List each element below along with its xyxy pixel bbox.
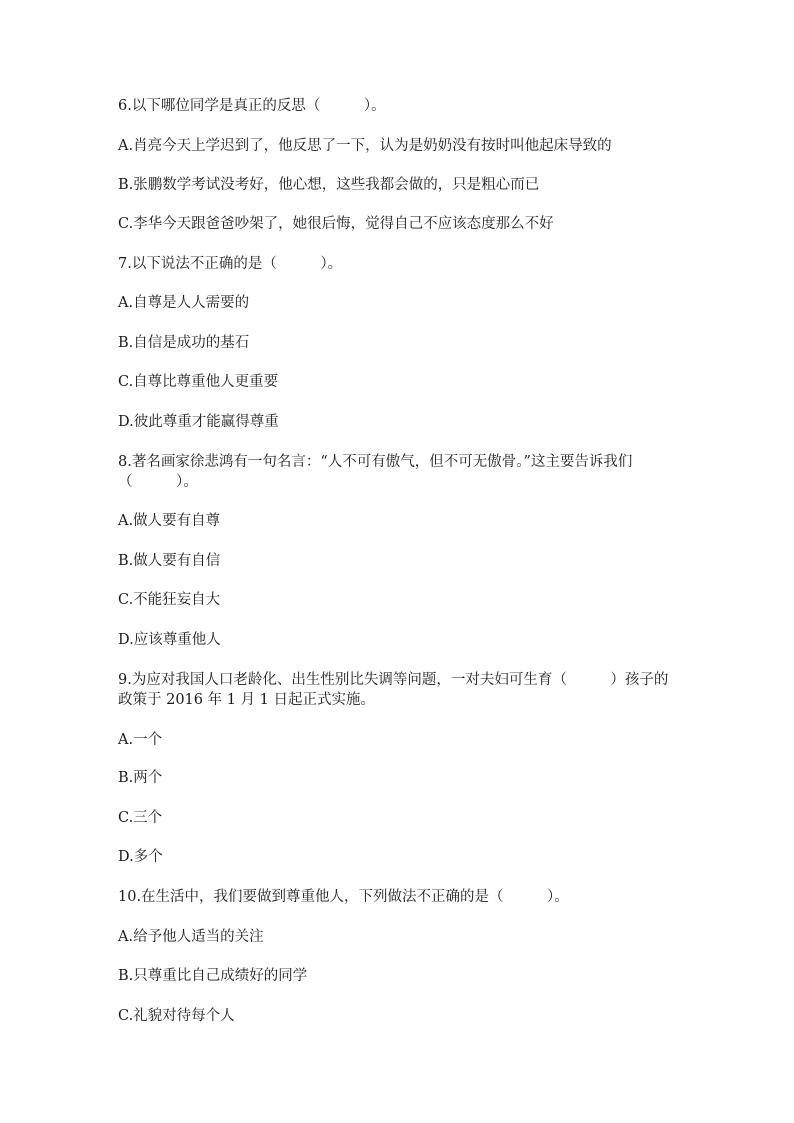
question-7-option-a: A.自尊是人人需要的 [118,295,250,311]
question-8-option-c: C.不能狂妄自大 [118,592,221,608]
question-9-stem: 9.为应对我国人口老龄化、出生性别比失调等问题，一对夫妇可生育（ ）孩子的政策于 2016 年 1 月 1 日起正式实施。 [118,672,669,708]
question-10-option-c: C.礼貌对待每个人 [118,1008,235,1024]
question-7-option-b: B.自信是成功的基石 [118,335,250,351]
question-10-option-b: B.只尊重比自己成绩好的同学 [118,968,308,984]
question-7-option-d: D.彼此尊重才能赢得尊重 [118,414,279,430]
question-8-option-a: A.做人要有自尊 [118,513,221,529]
question-9-option-b: B.两个 [118,770,163,786]
question-6-option-c: C.李华今天跟爸爸吵架了，她很后悔，觉得自己不应该态度那么不好 [118,216,554,232]
question-6-stem: 6.以下哪位同学是真正的反思（ ）。 [118,98,386,114]
question-8-stem: 8.著名画家徐悲鸿有一句名言：“人不可有傲气，但不可无傲骨。”这主要告诉我们（ ）。 [118,454,633,490]
question-6-option-a: A.肖亮今天上学迟到了，他反思了一下，认为是奶奶没有按时叫他起床导致的 [118,138,612,154]
question-10-option-a: A.给予他人适当的关注 [118,929,264,945]
question-7-option-c: C.自尊比尊重他人更重要 [118,374,279,390]
question-7-stem: 7.以下说法不正确的是（ ）。 [118,256,343,272]
question-8-option-d: D.应该尊重他人 [118,632,221,648]
question-9-option-a: A.一个 [118,732,163,748]
question-9-option-d: D.多个 [118,849,163,865]
question-9-option-c: C.三个 [118,810,163,826]
question-10-stem: 10.在生活中，我们要做到尊重他人，下列做法不正确的是（ ）。 [118,889,569,905]
question-6-option-b: B.张鹏数学考试没考好，他心想，这些我都会做的，只是粗心而已 [118,177,540,193]
question-8-option-b: B.做人要有自信 [118,553,221,569]
